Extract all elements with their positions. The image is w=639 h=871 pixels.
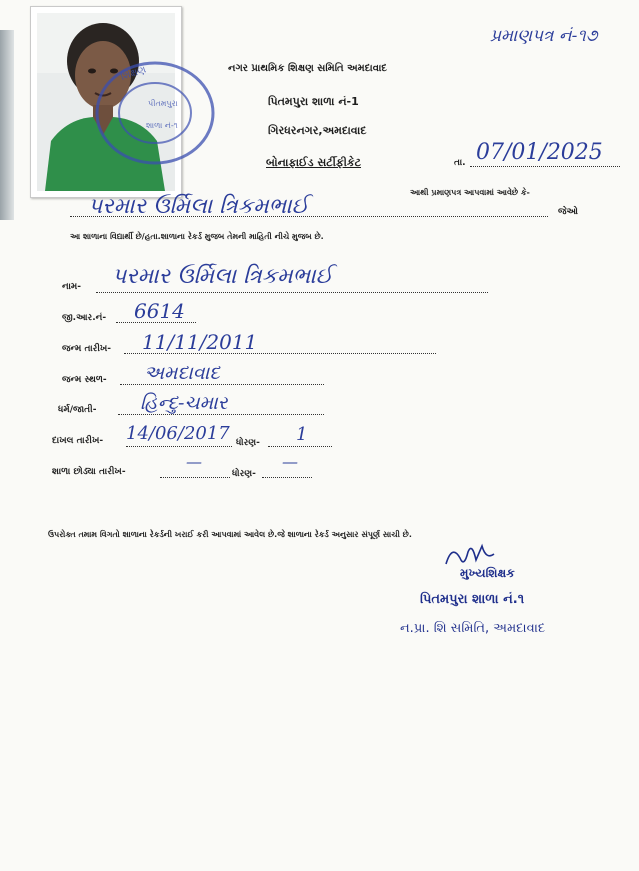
certificate-number: પ્રમાણપત્ર નં-૧૭ [490, 26, 598, 46]
intro-student-name: પરમાર ઉર્મિલા ત્રિકમભાઈ [88, 194, 309, 219]
name-label: નામ- [62, 282, 81, 292]
verification-statement: ઉપરોક્ત તમામ વિગતો શાળાના રેકર્ડની ખરાઈ કરી આપવામાં આવેલ છે.જે શાળાના રેકર્ડ અનુસાર સંપૂર્ણ સાચી છે. [48, 530, 412, 539]
dob-value: 11/11/2011 [142, 330, 258, 354]
leave-date-label: શાળા છોડ્યા તારીખ- [52, 467, 126, 477]
pob-underline [120, 384, 324, 385]
admission-std-value: 1 [296, 424, 308, 445]
svg-text:શાળા નં-૧: શાળા નં-૧ [146, 121, 178, 130]
org-name: નગર પ્રાથમિક શિક્ષણ સમિતિ અમદાવાદ [228, 63, 388, 74]
religion-value: હિન્દુ-ચમાર [140, 392, 228, 414]
svg-text:પીતમપુરા: પીતમપુરા [148, 99, 178, 108]
intro-suffix: જેઓ [558, 207, 578, 217]
leave-date-value: — [186, 452, 202, 471]
dob-underline [124, 353, 436, 354]
dob-label: જન્મ તારીખ- [62, 344, 112, 354]
religion-label: ધર્મ/જાતી- [58, 405, 97, 415]
admission-std-label: ધોરણ- [236, 438, 260, 448]
gr-value: 6614 [134, 299, 185, 323]
signature-authority: ન.પ્રા. શિ સમિતિ, અમદાવાદ [400, 621, 546, 636]
intro-name-underline [70, 216, 548, 217]
date-underline [470, 166, 620, 167]
admission-std-underline [268, 446, 332, 447]
leave-std-value: — [282, 452, 298, 471]
document-title: બોનાફાઈડ સર્ટીફીકેટ [266, 156, 362, 169]
religion-underline [118, 414, 324, 415]
pob-value: અમદાવાદ [144, 362, 220, 384]
headmaster-role: મુખ્યશિક્ષક [460, 566, 515, 580]
gr-underline [116, 322, 196, 323]
signature-school: પિતમપુરા શાળા નં.૧ [420, 592, 525, 607]
name-value: પરમાર ઉર્મિલા ત્રિકમભાઈ [112, 264, 333, 289]
date-label: તા. [454, 158, 466, 168]
issued-text: આથી પ્રમાણપત્ર આપવામાં આવેછે કે- [410, 188, 530, 197]
gr-label: જી.આર.નં- [62, 313, 107, 323]
name-underline [96, 292, 488, 293]
background-edge [0, 30, 14, 220]
leave-date-underline [160, 477, 230, 478]
school-seal-stamp [92, 58, 218, 168]
admission-value: 14/06/2017 [126, 423, 230, 444]
pob-label: જન્મ સ્થળ- [62, 375, 107, 385]
admission-label: દાખલ તારીખ- [52, 436, 104, 446]
leave-std-label: ધોરણ- [232, 469, 256, 479]
leave-std-underline [262, 477, 312, 478]
school-name: પિતમપુરા શાળા નં-1 [268, 95, 359, 108]
school-address: ગિરધરનગર,અમદાવાદ [268, 124, 367, 137]
admission-underline [126, 446, 232, 447]
intro-line-2: આ શાળાના વિદ્યાર્થી છે/હતા.શાળાના રેકર્ડ મુજબ તેમની માહિતી નીચે મુજબ છે. [70, 232, 324, 241]
svg-text:શિક્ષણ: શિક્ષણ [119, 64, 148, 83]
date-value: 07/01/2025 [476, 140, 603, 165]
